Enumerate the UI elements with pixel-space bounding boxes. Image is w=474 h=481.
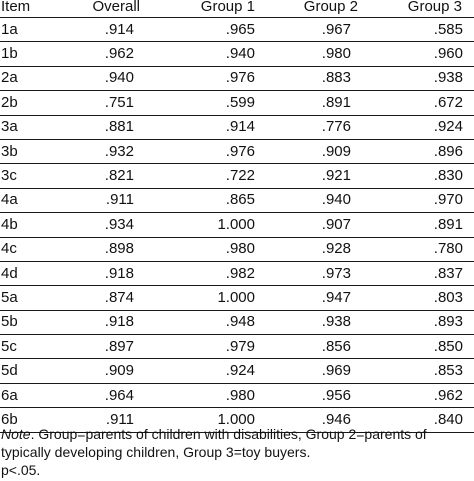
- cell-item: 4a: [0, 188, 56, 212]
- cell-group-2: .980: [269, 42, 373, 66]
- table-row: [0, 383, 474, 407]
- table-row: [0, 139, 474, 163]
- cell-group-1: 1.000: [160, 286, 269, 310]
- cell-overall: .874: [56, 286, 160, 310]
- table-header: [0, 0, 474, 18]
- cell-overall: .821: [56, 164, 160, 188]
- cell-item: 4b: [0, 213, 56, 237]
- cell-group-1: .914: [160, 115, 269, 139]
- cell-item: 5d: [0, 359, 56, 383]
- cell-group-3: .938: [373, 66, 474, 90]
- cell-group-1: .979: [160, 335, 269, 359]
- cell-group-2: .947: [269, 286, 373, 310]
- cell-group-2: .946: [269, 408, 373, 432]
- cell-item: 2b: [0, 91, 56, 115]
- cell-overall: .964: [56, 383, 160, 407]
- cell-group-3: .803: [373, 286, 474, 310]
- table-row: [0, 359, 474, 383]
- cell-overall: .918: [56, 261, 160, 285]
- cell-item: 5b: [0, 310, 56, 334]
- cell-group-1: .980: [160, 383, 269, 407]
- cell-overall: .909: [56, 359, 160, 383]
- cell-group-2: .909: [269, 139, 373, 163]
- cell-item: 6a: [0, 383, 56, 407]
- cell-group-1: .940: [160, 42, 269, 66]
- table-row: [0, 164, 474, 188]
- cell-overall: .932: [56, 139, 160, 163]
- cell-group-3: .960: [373, 42, 474, 66]
- cell-overall: .898: [56, 237, 160, 261]
- cell-overall: .911: [56, 188, 160, 212]
- table-row: [0, 66, 474, 90]
- significance-note: p<.05.: [1, 462, 41, 478]
- cell-item: 5a: [0, 286, 56, 310]
- cell-group-2: .938: [269, 310, 373, 334]
- cell-item: 4d: [0, 261, 56, 285]
- header-overall: Overall: [56, 0, 160, 18]
- cell-group-1: .924: [160, 359, 269, 383]
- header-group-2: Group 2: [269, 0, 373, 18]
- table-row: [0, 286, 474, 310]
- table-body: [0, 18, 474, 433]
- cell-group-2: .928: [269, 237, 373, 261]
- cell-item: 3a: [0, 115, 56, 139]
- table-row: [0, 91, 474, 115]
- cell-overall: .914: [56, 18, 160, 42]
- cell-item: 1b: [0, 42, 56, 66]
- cell-overall: .897: [56, 335, 160, 359]
- cell-group-1: .865: [160, 188, 269, 212]
- cell-group-1: .965: [160, 18, 269, 42]
- cell-overall: .934: [56, 213, 160, 237]
- note-text: . Group=parents of children with disabilities, Group 2=parents of typically developing children, Group 3=toy buyers.: [1, 426, 427, 460]
- table-row: [0, 213, 474, 237]
- cell-group-1: 1.000: [160, 408, 269, 432]
- cell-overall: .918: [56, 310, 160, 334]
- cell-group-3: .672: [373, 91, 474, 115]
- cell-group-2: .883: [269, 66, 373, 90]
- cell-item: 3b: [0, 139, 56, 163]
- cell-item: 1a: [0, 18, 56, 42]
- cell-group-3: .962: [373, 383, 474, 407]
- cell-group-3: .780: [373, 237, 474, 261]
- table-row: [0, 18, 474, 42]
- cell-overall: .881: [56, 115, 160, 139]
- table-row: [0, 335, 474, 359]
- cell-group-2: .907: [269, 213, 373, 237]
- note-label: Note: [1, 426, 31, 442]
- cell-group-2: .891: [269, 91, 373, 115]
- cell-group-1: .976: [160, 139, 269, 163]
- table-notes: [1, 425, 471, 479]
- table-row: [0, 188, 474, 212]
- cell-group-3: .840: [373, 408, 474, 432]
- cell-group-2: .776: [269, 115, 373, 139]
- cell-group-1: .980: [160, 237, 269, 261]
- cell-group-1: .599: [160, 91, 269, 115]
- cell-item: 3c: [0, 164, 56, 188]
- cell-overall: .751: [56, 91, 160, 115]
- cell-group-1: .722: [160, 164, 269, 188]
- header-group-1: Group 1: [160, 0, 269, 18]
- header-item: Item: [0, 0, 56, 18]
- cell-group-3: .970: [373, 188, 474, 212]
- cell-group-3: .896: [373, 139, 474, 163]
- cell-group-3: .585: [373, 18, 474, 42]
- header-row: [0, 0, 474, 18]
- header-group-3: Group 3: [373, 0, 474, 18]
- cell-group-3: .893: [373, 310, 474, 334]
- cell-group-1: 1.000: [160, 213, 269, 237]
- cell-group-2: .856: [269, 335, 373, 359]
- cell-item: 6b: [0, 408, 56, 432]
- note-paragraph: [1, 425, 471, 461]
- cell-group-1: .976: [160, 66, 269, 90]
- cell-item: 2a: [0, 66, 56, 90]
- cell-group-2: .940: [269, 188, 373, 212]
- cell-item: 4c: [0, 237, 56, 261]
- cell-group-2: .967: [269, 18, 373, 42]
- table-row: [0, 310, 474, 334]
- cell-overall: .940: [56, 66, 160, 90]
- cell-group-2: .973: [269, 261, 373, 285]
- cell-group-1: .982: [160, 261, 269, 285]
- cell-overall: .911: [56, 408, 160, 432]
- cell-group-3: .853: [373, 359, 474, 383]
- cell-group-3: .830: [373, 164, 474, 188]
- cell-item: 5c: [0, 335, 56, 359]
- table-row: [0, 115, 474, 139]
- table-row: [0, 237, 474, 261]
- table-row: [0, 261, 474, 285]
- cell-group-1: .948: [160, 310, 269, 334]
- cell-group-3: .891: [373, 213, 474, 237]
- cell-group-3: .850: [373, 335, 474, 359]
- cell-overall: .962: [56, 42, 160, 66]
- cell-group-3: .924: [373, 115, 474, 139]
- cell-group-2: .969: [269, 359, 373, 383]
- cell-group-2: .921: [269, 164, 373, 188]
- cell-group-2: .956: [269, 383, 373, 407]
- table-row: [0, 42, 474, 66]
- cell-group-3: .837: [373, 261, 474, 285]
